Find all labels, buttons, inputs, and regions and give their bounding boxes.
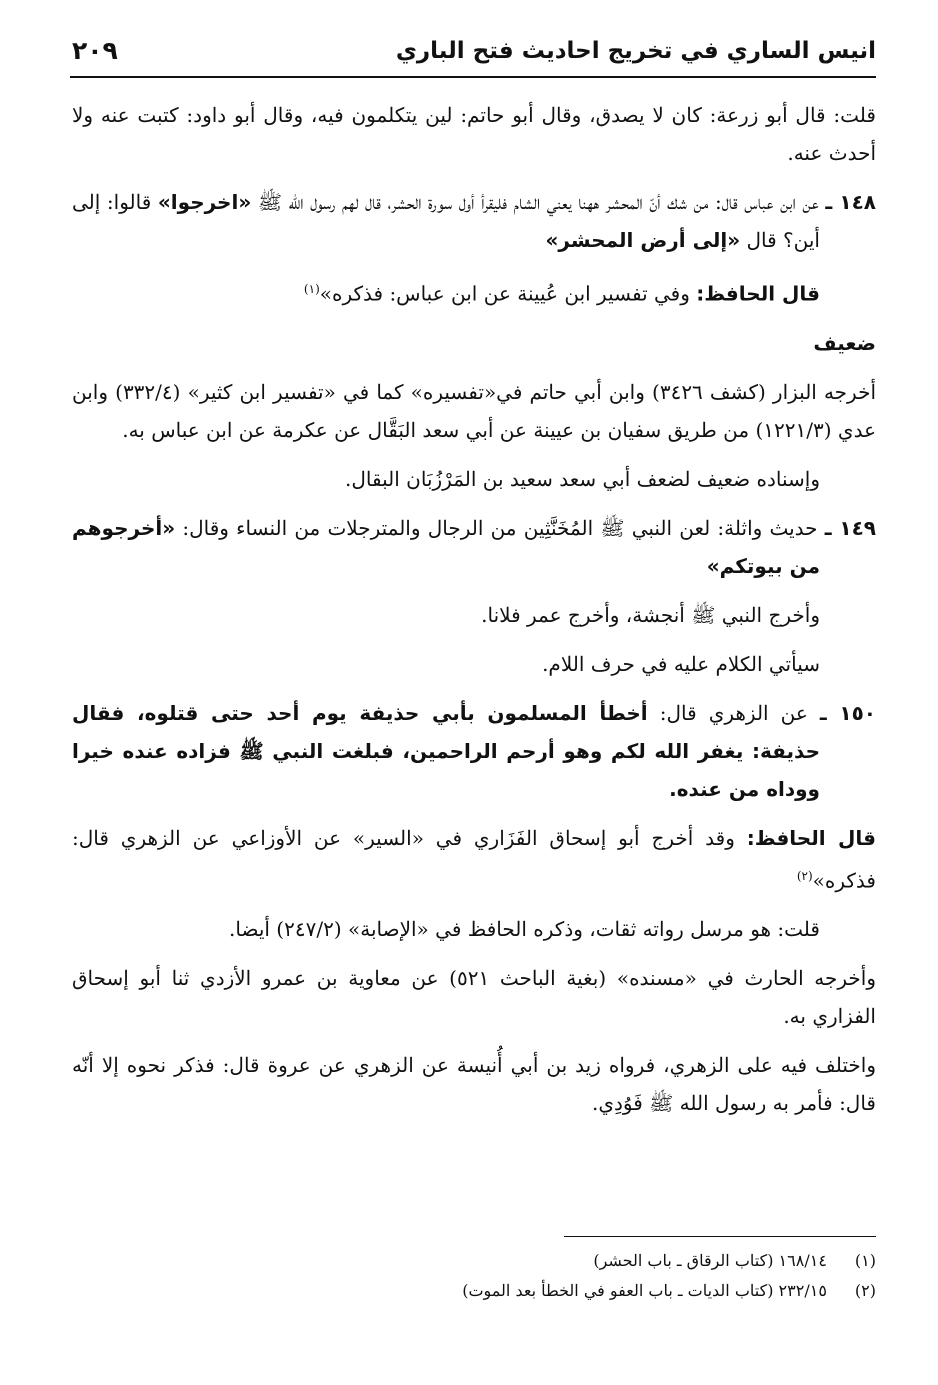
- hadith-number: ١٤٩ ـ: [824, 515, 877, 540]
- page-header: [70, 28, 876, 78]
- footnote-number: (١): [854, 1251, 876, 1270]
- hafiz-text: وقد أخرج أبو إسحاق الفَزَاري في «السير» عن الأوزاعي عن الزهري قال: فذكره»: [72, 825, 876, 893]
- footnote-ref: (١): [303, 282, 320, 296]
- footnotes: [200, 1246, 876, 1306]
- hadith-text: حديث واثلة: لعن النبي ﷺ المُخَنَّثِين من الرجال والمترجلات من النساء وقال:: [182, 515, 818, 540]
- hafiz-statement-2: [72, 819, 876, 900]
- paragraph-ikhtilaf: واختلف فيه على الزهري، فرواه زيد بن أبي أُنيسة عن الزهري عن عروة قال: فذكر نحوه إلا أنّه قال: فأمر به رسول الله ﷺ فَوُدِي.: [72, 1053, 876, 1116]
- footnote-text: ٢٣٢/١٥ (كتاب الديات ـ باب العفو في الخطأ بعد الموت): [462, 1281, 827, 1300]
- footnote-item: [200, 1276, 876, 1306]
- footnote-number: (٢): [854, 1281, 876, 1300]
- running-title: انيس الساري في تخريج احاديث فتح الباري: [395, 38, 876, 64]
- hafiz-label: قال الحافظ:: [696, 281, 820, 306]
- paragraph-qult: قلت: قال أبو زرعة: كان لا يصدق، وقال أبو حاتم: لين يتكلمون فيه، وقال أبو داود: كتبت عنه ولا أحدث عنه.: [72, 103, 876, 165]
- paragraph-qult-2: قلت: هو مرسل رواته ثقات، وذكره الحافظ في «الإصابة» (٢٤٧/٢) أيضا.: [229, 917, 820, 942]
- hadith-quote: «إلى أرض المحشر»: [545, 228, 741, 252]
- hadith-entry-148: [72, 183, 876, 259]
- main-text: [72, 96, 876, 1133]
- hadith-quote: أخطأ المسلمون بأبي حذيفة يوم أحد حتى قتلوه، فقال حذيفة: يغفر الله لكم وهو أرحم الراحمين، فبلغت النبي ﷺ فزاده عنده خيرا ووداه من عنده.: [72, 700, 820, 801]
- footnote-ref: (٢): [796, 868, 813, 883]
- hafiz-text: وفي تفسير ابن عُيينة عن ابن عباس: فذكره»: [319, 281, 690, 306]
- hadith-entry-150: [72, 694, 876, 808]
- footnote-text: ١٦٨/١٤ (كتاب الرقاق ـ باب الحشر): [593, 1251, 827, 1270]
- isnad-paragraph: وإسناده ضعيف لضعف أبي سعد سعيد بن المَرْزُبَان البقال.: [345, 466, 820, 491]
- hadith-number: ١٤٨ ـ: [825, 190, 876, 214]
- page-number: ٢٠٩: [72, 36, 118, 65]
- paragraph-149a: وأخرج النبي ﷺ أنجشة، وأخرج عمر فلانا.: [481, 602, 820, 627]
- grading-verdict: ضعيف: [813, 330, 876, 355]
- hafiz-statement-1: [72, 270, 876, 313]
- hadith-lead: عن الزهري قال:: [659, 700, 808, 725]
- paragraph-harith: وأخرجه الحارث في «مسنده» (بغية الباحث ٥٢١) عن معاوية بن عمرو الأزدي ثنا أبو إسحاق الفزاري به.: [72, 966, 877, 1029]
- hadith-quote: «اخرجوا»: [157, 190, 252, 214]
- hadith-text: عن ابن عباس قال: من شك أنّ المحشر ههنا يعني الشام فليقرأ أول سورة الحشر، قال لهم رسول الله ﷺ: [257, 190, 819, 214]
- footnote-item: [200, 1246, 876, 1276]
- hadith-quote: «أخرجوهم من بيوتكم»: [72, 515, 820, 578]
- hadith-text-mid: قالوا: إلى أين؟ قال: [72, 190, 820, 252]
- hadith-number: ١٥٠ ـ: [819, 700, 877, 725]
- hadith-entry-149: [72, 509, 876, 585]
- footnote-separator: [564, 1236, 876, 1237]
- hafiz-label: قال الحافظ:: [746, 825, 877, 850]
- paragraph-149b: سيأتي الكلام عليه في حرف اللام.: [542, 651, 820, 676]
- takhrij-paragraph: أخرجه البزار (كشف ٣٤٢٦) وابن أبي حاتم في«تفسيره» كما في «تفسير ابن كثير» (٣٣٢/٤) وابن عدي (١٢٢١/٣) من طريق سفيان بن عيينة عن أبي سعد البَقَّال عن عكرمة عن ابن عباس به.: [72, 379, 877, 442]
